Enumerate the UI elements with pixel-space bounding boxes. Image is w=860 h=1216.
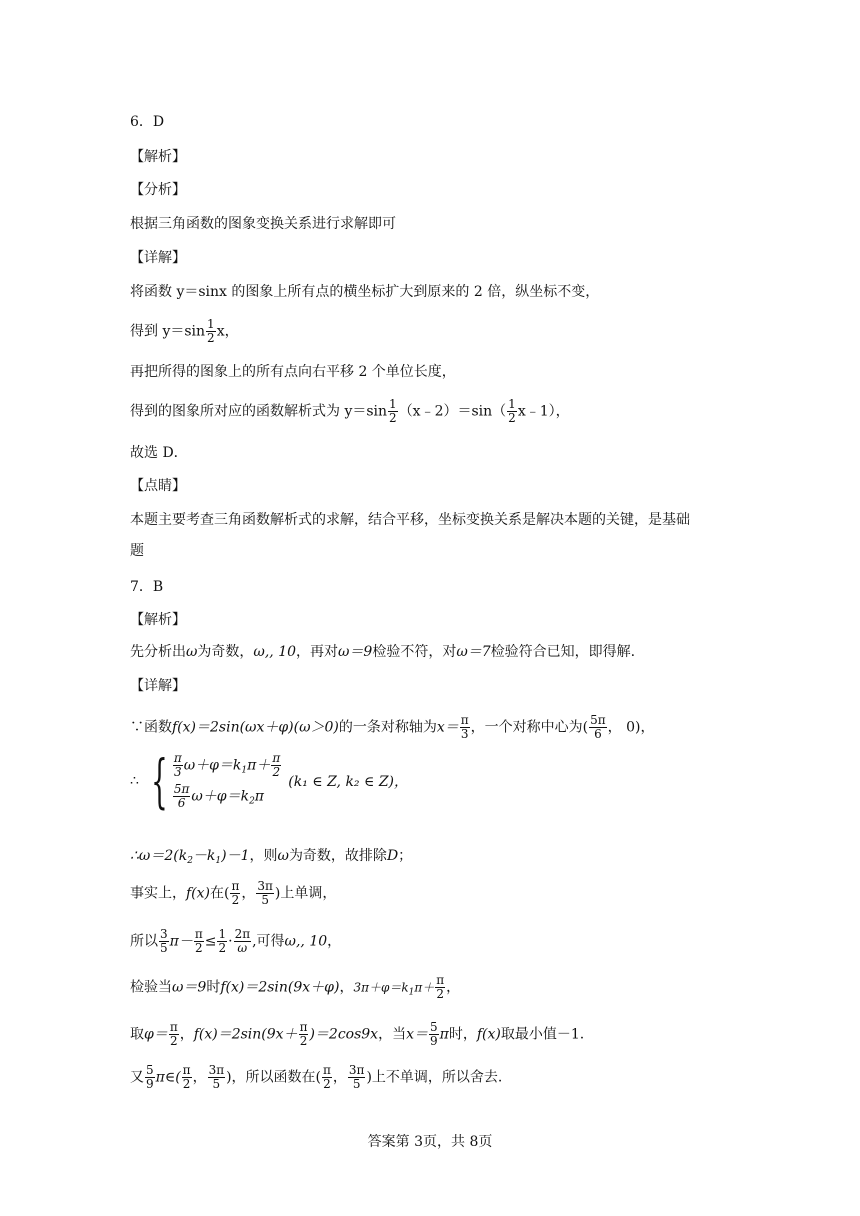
q7-jiexi-heading <box>130 610 186 630</box>
denominator: 6 <box>177 796 186 810</box>
q6-step-3 <box>130 362 456 382</box>
fraction <box>507 398 517 425</box>
denominator: 2 <box>272 765 281 779</box>
text: ， 0)， <box>607 719 655 736</box>
text: 检验符合已知，即得解. <box>490 644 636 660</box>
text: 得到 y＝sin <box>130 323 206 340</box>
text: 【详解】 <box>130 678 186 694</box>
text: 将函数 y＝sinx 的图象上所有点的横坐标扩大到原来的 2 倍，纵坐标不变， <box>130 284 600 300</box>
page-footer: 答案第 3页，共 8页 <box>367 1134 493 1150</box>
q6-conclusion <box>130 443 188 463</box>
fraction <box>173 752 183 779</box>
text: 时， <box>448 1026 477 1043</box>
text: 检验当 <box>130 979 172 996</box>
fraction <box>348 1064 366 1091</box>
denominator: 2 <box>389 411 397 425</box>
denominator: 5 <box>352 1077 361 1091</box>
q7-step-5 <box>130 928 341 955</box>
denominator: 2 <box>194 941 203 955</box>
math: · <box>228 933 233 950</box>
text: ， <box>192 1069 207 1086</box>
q7-step-3 <box>130 846 412 871</box>
q6-dianjing-heading <box>130 476 186 496</box>
text: x， <box>216 323 239 340</box>
q6-answer <box>130 112 164 132</box>
q6-fenxi-text <box>130 214 396 234</box>
denominator: 2 <box>182 1077 191 1091</box>
text: 事实上， <box>130 885 186 902</box>
text: )上单调， <box>274 885 337 902</box>
text: ，再对 <box>296 644 339 660</box>
system-row-1 <box>172 752 282 779</box>
fraction <box>589 714 607 741</box>
fraction <box>145 1064 155 1091</box>
q6-step-4 <box>130 398 570 425</box>
math: f(x)＝2sin(9x＋φ) <box>220 979 340 996</box>
q6-dianjing-text-cont <box>130 541 144 561</box>
text: 【点睛】 <box>130 478 186 494</box>
math: ω＝7 <box>456 644 491 660</box>
fraction <box>322 1064 332 1091</box>
fraction <box>194 928 204 955</box>
text: 6．D <box>130 114 165 130</box>
subscript: 1 <box>241 765 248 776</box>
text: ，一个对称中心为( <box>470 719 589 736</box>
text: 根据三角函数的图象变换关系进行求解即可 <box>130 216 396 232</box>
numerator: π <box>272 751 281 765</box>
text: ∵函数 <box>130 719 172 736</box>
numerator: 1 <box>389 397 397 411</box>
numerator: π <box>194 927 203 941</box>
math: ω <box>186 644 198 660</box>
numerator: π <box>173 751 182 765</box>
math: φ＝ <box>144 1026 168 1043</box>
math: ω,, 10 <box>253 644 297 660</box>
math: π∈( <box>155 1069 181 1086</box>
system-rows <box>172 752 282 810</box>
left-brace: { <box>151 747 168 815</box>
math: f(x)＝2sin <box>193 1026 262 1043</box>
numerator: 3π <box>257 879 273 893</box>
fraction <box>299 1021 309 1048</box>
q7-step-6 <box>130 974 460 1003</box>
denominator: 2 <box>436 987 445 1001</box>
math: )－1 <box>221 848 250 864</box>
text: 再把所得的图象上的所有点向右平移 2 个单位长度， <box>130 364 456 380</box>
math: ω,, 10 <box>284 933 328 950</box>
text: 本题主要考查三角函数解析式的求解，结合平移，坐标变换关系是解决本题的关键，是基础 <box>130 512 690 528</box>
q6-dianjing-text <box>130 510 690 530</box>
numerator: 3π <box>208 1063 225 1077</box>
numerator: π <box>169 1020 178 1034</box>
numerator: π <box>323 1063 331 1077</box>
math: ω＋φ＝k <box>183 757 242 774</box>
math: π－ <box>169 933 193 950</box>
text: 为奇数，故排除 <box>288 848 387 864</box>
math: x＝ <box>436 719 459 736</box>
numerator: 5 <box>430 1020 438 1034</box>
numerator: 5π <box>590 713 606 727</box>
numerator: π <box>299 1020 308 1034</box>
denominator: 5 <box>261 893 269 907</box>
text: （x﹣2）＝sin（ <box>398 403 507 420</box>
text: 取 <box>130 1026 144 1043</box>
subscript: 1 <box>215 856 222 866</box>
text: ，当 <box>378 1026 407 1043</box>
denominator: 3 <box>173 765 182 779</box>
fraction <box>460 714 470 741</box>
denominator: 2 <box>231 893 240 907</box>
math: )＝2cos9x <box>309 1026 379 1043</box>
text: ， <box>179 1026 194 1043</box>
math: 3π＋φ＝k <box>353 980 409 995</box>
math: π <box>254 788 264 805</box>
math: ω＝9 <box>338 644 373 660</box>
text: 为奇数， <box>197 644 254 660</box>
math: f(x) <box>476 1026 501 1043</box>
math: ω＋φ＝k <box>191 788 250 805</box>
fraction <box>159 928 169 955</box>
denominator: 2 <box>207 331 215 345</box>
math: f(x)＝2sin(ωx＋φ)(ω＞0) <box>172 719 339 736</box>
math: ω <box>277 848 289 864</box>
math: x＝ <box>406 1026 428 1043</box>
math: (9x＋ <box>261 1026 298 1043</box>
denominator: 2 <box>323 1077 331 1091</box>
denominator: 5 <box>212 1077 221 1091</box>
numerator: 3 <box>160 927 168 941</box>
text: ,可得 <box>252 933 285 950</box>
numerator: π <box>460 713 469 727</box>
fraction <box>256 880 274 907</box>
denominator: 6 <box>594 727 602 741</box>
q7-step-8 <box>130 1064 502 1091</box>
denominator: 2 <box>299 1034 308 1048</box>
fraction <box>230 880 240 907</box>
numerator: 2π <box>234 927 251 941</box>
math: D <box>386 848 399 864</box>
fraction <box>388 398 398 425</box>
q7-fenxi-text <box>130 642 635 662</box>
math: ω＝9 <box>172 979 207 996</box>
text: 【解析】 <box>130 149 186 165</box>
fraction <box>217 928 227 955</box>
numerator: π <box>231 879 240 893</box>
text: . <box>579 1026 585 1043</box>
math: ≤ <box>204 933 217 950</box>
denominator: 2 <box>218 941 227 955</box>
numerator: 1 <box>207 317 215 331</box>
q6-jiexi-heading <box>130 147 186 167</box>
text: ，则 <box>249 848 278 864</box>
text: 在( <box>210 885 230 902</box>
q6-fenxi-heading <box>130 180 186 200</box>
system-row-2 <box>172 783 282 810</box>
q7-step-7 <box>130 1021 584 1048</box>
text: 又 <box>130 1069 144 1086</box>
numerator: π <box>436 973 445 987</box>
fraction <box>182 1064 192 1091</box>
text: ， <box>339 979 354 996</box>
text: ， <box>446 979 461 996</box>
fraction <box>234 928 252 955</box>
math: －k <box>192 848 216 864</box>
denominator: 3 <box>460 727 469 741</box>
text: x﹣1）， <box>517 403 570 420</box>
text: 的一条对称轴为 <box>338 719 437 736</box>
denominator: ω <box>237 941 248 955</box>
numerator: 5 <box>146 1063 154 1077</box>
denominator: 5 <box>160 941 168 955</box>
text: ； <box>398 848 413 864</box>
fraction <box>206 318 216 345</box>
math: ∴ω＝2(k <box>130 848 188 864</box>
numerator: 1 <box>218 927 227 941</box>
math: π <box>439 1026 449 1043</box>
text: 题 <box>130 543 144 559</box>
subscript: 1 <box>408 987 415 998</box>
fraction <box>173 783 191 810</box>
text: 先分析出 <box>130 644 186 660</box>
text: 【分析】 <box>130 182 186 198</box>
q7-step-4 <box>130 880 336 907</box>
q6-step-2 <box>130 318 239 345</box>
text: 故选 D． <box>130 445 188 461</box>
text: ， <box>327 933 342 950</box>
text: 7．B <box>130 579 164 595</box>
subscript: 2 <box>249 796 255 807</box>
fraction <box>271 752 281 779</box>
denominator: 2 <box>169 1034 178 1048</box>
text: 时 <box>206 979 221 996</box>
q6-xiangjie-heading <box>130 248 186 268</box>
math: π＋ <box>247 757 271 774</box>
math: f(x) <box>186 885 211 902</box>
text: 得到的图象所对应的函数解析式为 y＝sin <box>130 403 388 420</box>
therefore-symbol: ∴ <box>130 773 139 789</box>
text: )上不单调，所以舍去. <box>366 1069 503 1086</box>
fraction <box>169 1021 179 1048</box>
denominator: 2 <box>508 411 516 425</box>
text: )，所以函数在( <box>226 1069 322 1086</box>
text: 【详解】 <box>130 250 186 266</box>
text: 所以 <box>130 933 158 950</box>
math: －1 <box>556 1026 580 1043</box>
fraction <box>429 1021 439 1048</box>
text: 取最小值 <box>500 1026 557 1043</box>
math: (k₁ ∈ Z, k₂ ∈ Z)， <box>288 774 409 790</box>
text: ， <box>241 885 256 902</box>
text: ， <box>332 1069 347 1086</box>
q7-answer <box>130 577 163 597</box>
denominator: 9 <box>430 1034 438 1048</box>
q7-step-1 <box>130 714 655 741</box>
text: 检验不符，对 <box>372 644 457 660</box>
text: 【解析】 <box>130 612 186 628</box>
fraction <box>208 1064 226 1091</box>
denominator: 9 <box>146 1077 154 1091</box>
numerator: 3π <box>348 1063 365 1077</box>
fraction <box>435 974 445 1001</box>
equation-system <box>130 747 409 815</box>
q6-step-1 <box>130 282 599 302</box>
numerator: 5π <box>173 782 190 796</box>
math: π＋ <box>414 980 435 995</box>
q7-xiangjie-heading <box>130 676 186 696</box>
subscript: 2 <box>187 856 193 866</box>
numerator: 1 <box>508 397 516 411</box>
numerator: π <box>182 1063 191 1077</box>
